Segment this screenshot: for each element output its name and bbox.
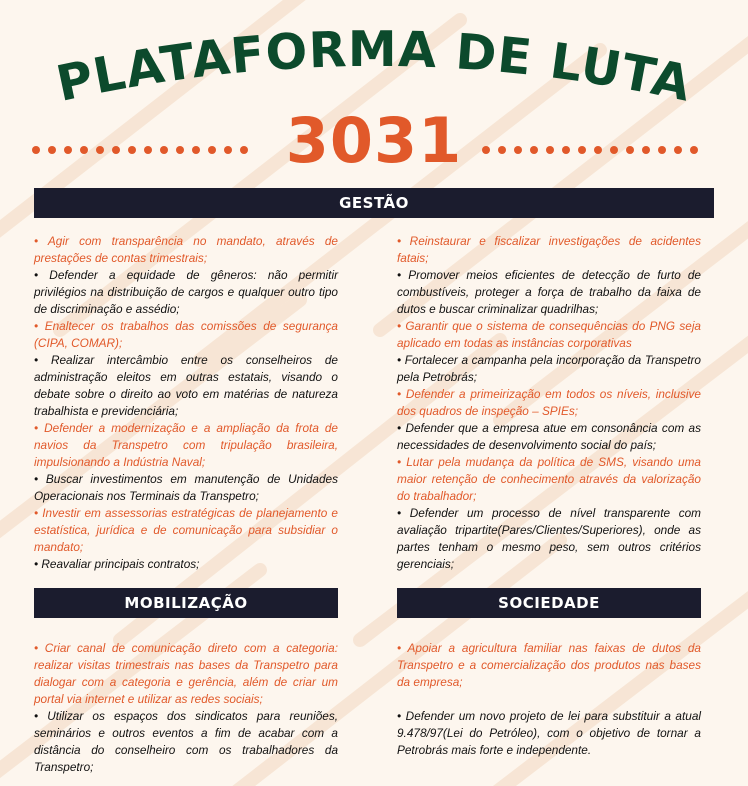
gestao-left-column (34, 233, 338, 573)
list-item: • Defender um novo projeto de lei para substituir a atual 9.478/97(Lei do Petróleo), com o objetivo de tornar a Petrobrás mais forte e independente. (397, 709, 701, 757)
list-item: • Defender a equidade de gêneros: não permitir privilégios na distribuição de cargos e qualquer outro tipo de discriminação e assédio; (34, 268, 338, 316)
header (0, 0, 748, 190)
list-item: • Utilizar os espaços dos sindicatos para reuniões, seminários e outros eventos a fim de acabar com a distância do conselheiro com os trabalhadores da Transpetro; (34, 709, 338, 774)
list-item: • Buscar investimentos em manutenção de Unidades Operacionais nos Terminais da Transpetro; (34, 472, 338, 503)
list-item: • Defender que a empresa atue em consonância com as necessidades de desenvolvimento social do país; (397, 421, 701, 452)
list-item: • Criar canal de comunicação direto com a categoria: realizar visitas trimestrais nas bases da Transpetro para dialogar com a categoria e gerência, além de criar um portal via internet e utilizar as redes sociais; (34, 641, 338, 706)
mobilizacao-column (34, 640, 338, 776)
list-item: • Defender a modernização e a ampliação da frota de navios da Transpetro com tripulação brasileira, impulsionando a Indústria Naval; (34, 421, 338, 469)
list-item: • Lutar pela mudança da política de SMS, visando uma maior retenção de conhecimento através da valorização do trabalhador; (397, 455, 701, 503)
list-item: • Apoiar a agricultura familiar nas faixas de dutos da Transpetro e a comercialização dos produtos nas bases da empresa; (397, 641, 701, 689)
list-item: • Reavaliar principais contratos; (34, 557, 200, 571)
list-item: • Enaltecer os trabalhos das comissões de segurança (CIPA, COMAR); (34, 319, 338, 350)
section-header-gestao: GESTÃO (34, 188, 714, 218)
list-item: • Promover meios eficientes de detecção de furto de combustíveis, proteger a força de trabalho da faixa de dutos e buscar criminalizar quadrilhas; (397, 268, 701, 316)
svg-text:PLATAFORMA DE LUTA: PLATAFORMA DE LUTA (51, 20, 697, 113)
list-item: • Realizar intercâmbio entre os conselheiros de administração eleitos em outras estatais, visando o debate sobre o direito ao voto em matérias de natureza trabalhista e previdenciária; (34, 353, 338, 418)
decorative-dots-left (32, 146, 248, 154)
list-item: • Garantir que o sistema de consequências do PNG seja aplicado em todas as instâncias corporativas (397, 319, 701, 350)
list-item: • Investir em assessorias estratégicas de planejamento e estatística, jurídica e de comunicação para subsidiar o mandato; (34, 506, 338, 554)
decorative-dots-right (482, 146, 698, 154)
plate-number: 3031 (285, 104, 463, 177)
section-header-mobilizacao: MOBILIZAÇÃO (34, 588, 338, 618)
list-item: • Defender a primeirização em todos os níveis, inclusive dos quadros de inspeção – SPIEs; (397, 387, 701, 418)
list-item: • Agir com transparência no mandato, através de prestações de contas trimestrais; (34, 234, 338, 265)
list-item: • Defender um processo de nível transparente com avaliação tripartite(Pares/Clientes/Superiores), onde as partes tenham o mesmo peso, sem outros critérios gerenciais; (397, 506, 701, 571)
sociedade-column (397, 640, 701, 759)
section-header-sociedade: SOCIEDADE (397, 588, 701, 618)
gestao-right-column (397, 233, 701, 573)
list-item: • Fortalecer a campanha pela incorporação da Transpetro pela Petrobrás; (397, 353, 701, 384)
list-item: • Reinstaurar e fiscalizar investigações de acidentes fatais; (397, 234, 701, 265)
